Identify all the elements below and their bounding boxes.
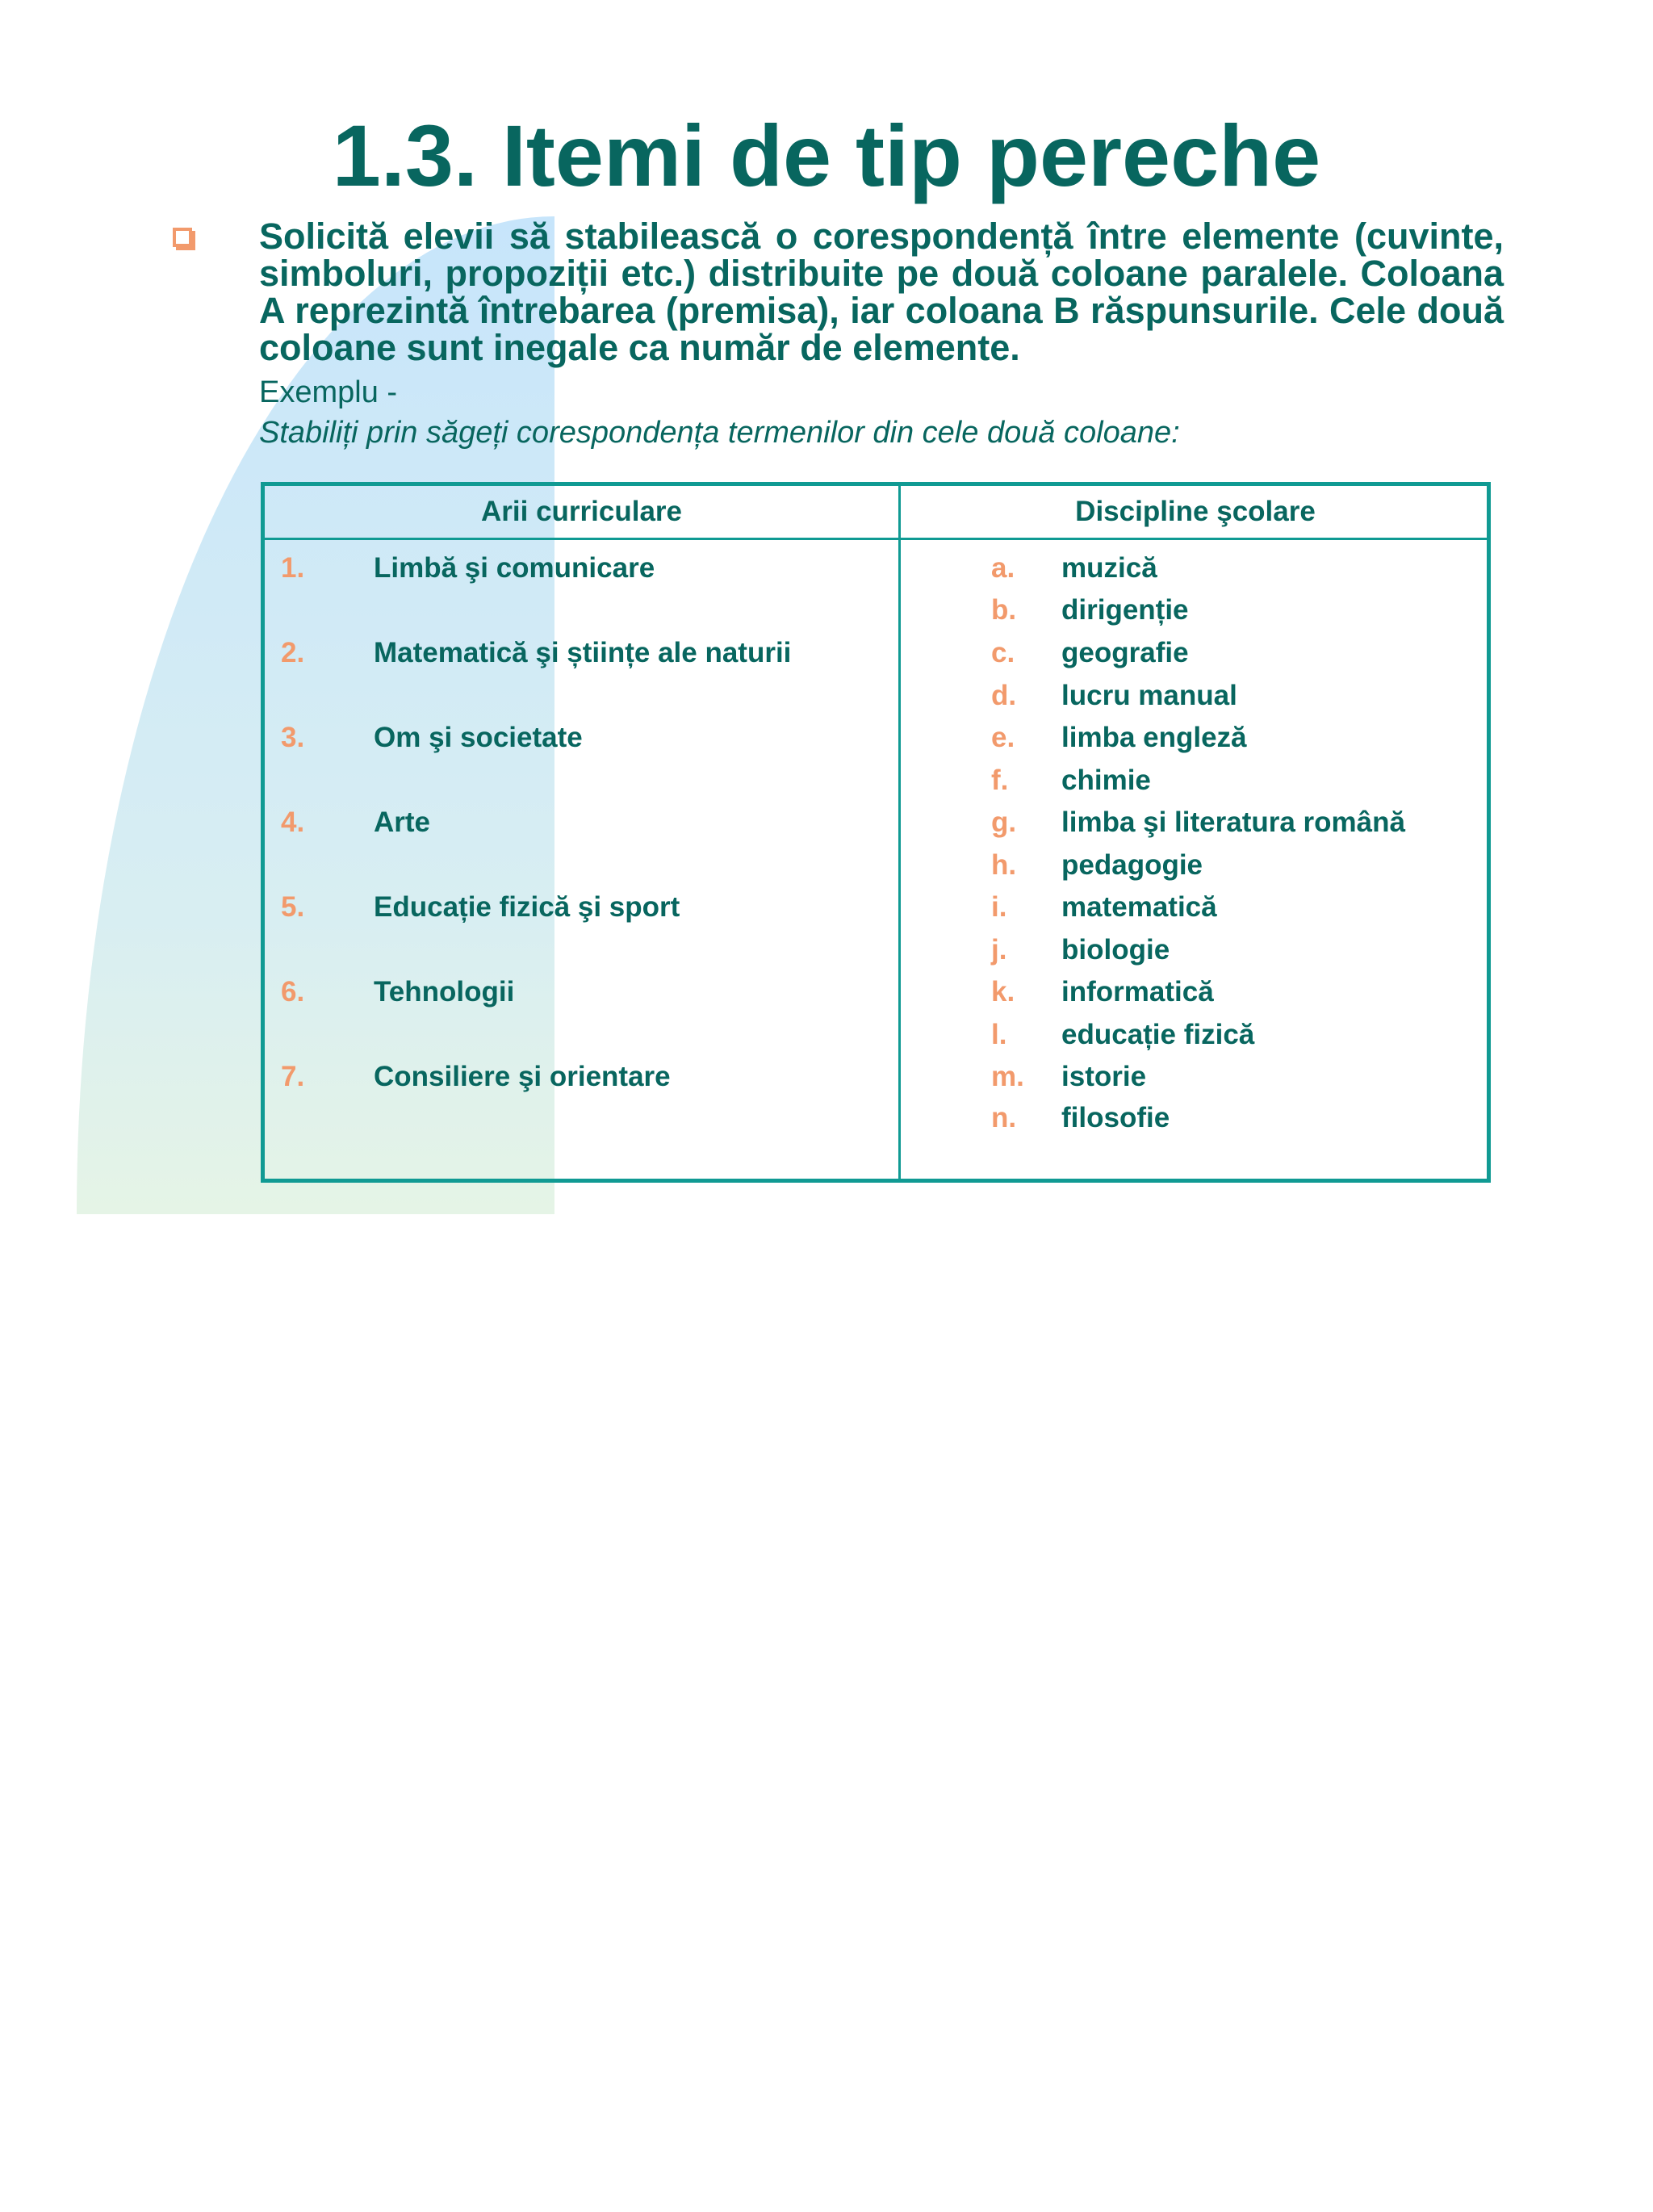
- item-letter: c.: [991, 637, 1015, 668]
- item-label: educație fizică: [1061, 1019, 1255, 1050]
- instruction-text: Stabiliți prin săgeți corespondența termenilor din cele două coloane:: [259, 416, 1180, 450]
- header-discipline-scolare: Discipline şcolare: [1075, 496, 1316, 527]
- matching-table: [261, 482, 1491, 1183]
- item-label: pedagogie: [1061, 849, 1203, 881]
- item-letter: i.: [991, 891, 1007, 923]
- item-label: chimie: [1061, 765, 1151, 796]
- item-letter: a.: [991, 552, 1015, 584]
- item-letter: l.: [991, 1019, 1007, 1050]
- item-label: Matematică şi științe ale naturii: [374, 637, 792, 668]
- item-letter: d.: [991, 680, 1017, 711]
- item-label: Consiliere şi orientare: [374, 1061, 671, 1092]
- header-divider: [265, 538, 1487, 540]
- item-letter: m.: [991, 1061, 1024, 1092]
- item-label: lucru manual: [1061, 680, 1237, 711]
- item-label: dirigenție: [1061, 594, 1189, 626]
- page-title: 1.3. Itemi de tip pereche: [332, 107, 1321, 204]
- item-letter: h.: [991, 849, 1017, 881]
- item-label: limba şi literatura română: [1061, 806, 1405, 838]
- item-number: 6.: [281, 976, 305, 1008]
- item-label: Arte: [374, 806, 431, 838]
- item-letter: g.: [991, 806, 1017, 838]
- item-label: muzică: [1061, 552, 1157, 584]
- square-bullet-icon: [173, 228, 192, 247]
- item-label: Limbă şi comunicare: [374, 552, 655, 584]
- example-label: Exemplu -: [259, 375, 398, 409]
- item-letter: e.: [991, 722, 1015, 753]
- item-label: istorie: [1061, 1061, 1147, 1092]
- item-label: filosofie: [1061, 1102, 1170, 1133]
- item-label: Tehnologii: [374, 976, 515, 1008]
- item-letter: k.: [991, 976, 1015, 1008]
- item-label: informatică: [1061, 976, 1214, 1008]
- item-number: 7.: [281, 1061, 305, 1092]
- item-label: biologie: [1061, 934, 1170, 966]
- item-label: matematică: [1061, 891, 1217, 923]
- item-label: limba engleză: [1061, 722, 1247, 753]
- item-label: geografie: [1061, 637, 1189, 668]
- column-divider: [898, 486, 901, 1179]
- item-letter: n.: [991, 1102, 1017, 1133]
- item-number: 1.: [281, 552, 305, 584]
- item-label: Educație fizică şi sport: [374, 891, 680, 923]
- item-letter: f.: [991, 765, 1009, 796]
- item-number: 5.: [281, 891, 305, 923]
- item-number: 4.: [281, 806, 305, 838]
- item-number: 3.: [281, 722, 305, 753]
- item-label: Om şi societate: [374, 722, 583, 753]
- header-arii-curriculare: Arii curriculare: [481, 496, 682, 527]
- item-letter: b.: [991, 594, 1017, 626]
- description-paragraph: Solicită elevii să stabilească o corespondență între elemente (cuvinte, simboluri, propoziții etc.) distribuite pe două coloane paralele. Coloana A reprezintă întrebarea (premisa), iar coloana B răspunsurile. Cele două coloane sunt inegale ca număr de elemente.: [259, 216, 1504, 368]
- item-number: 2.: [281, 637, 305, 668]
- item-letter: j.: [991, 934, 1007, 966]
